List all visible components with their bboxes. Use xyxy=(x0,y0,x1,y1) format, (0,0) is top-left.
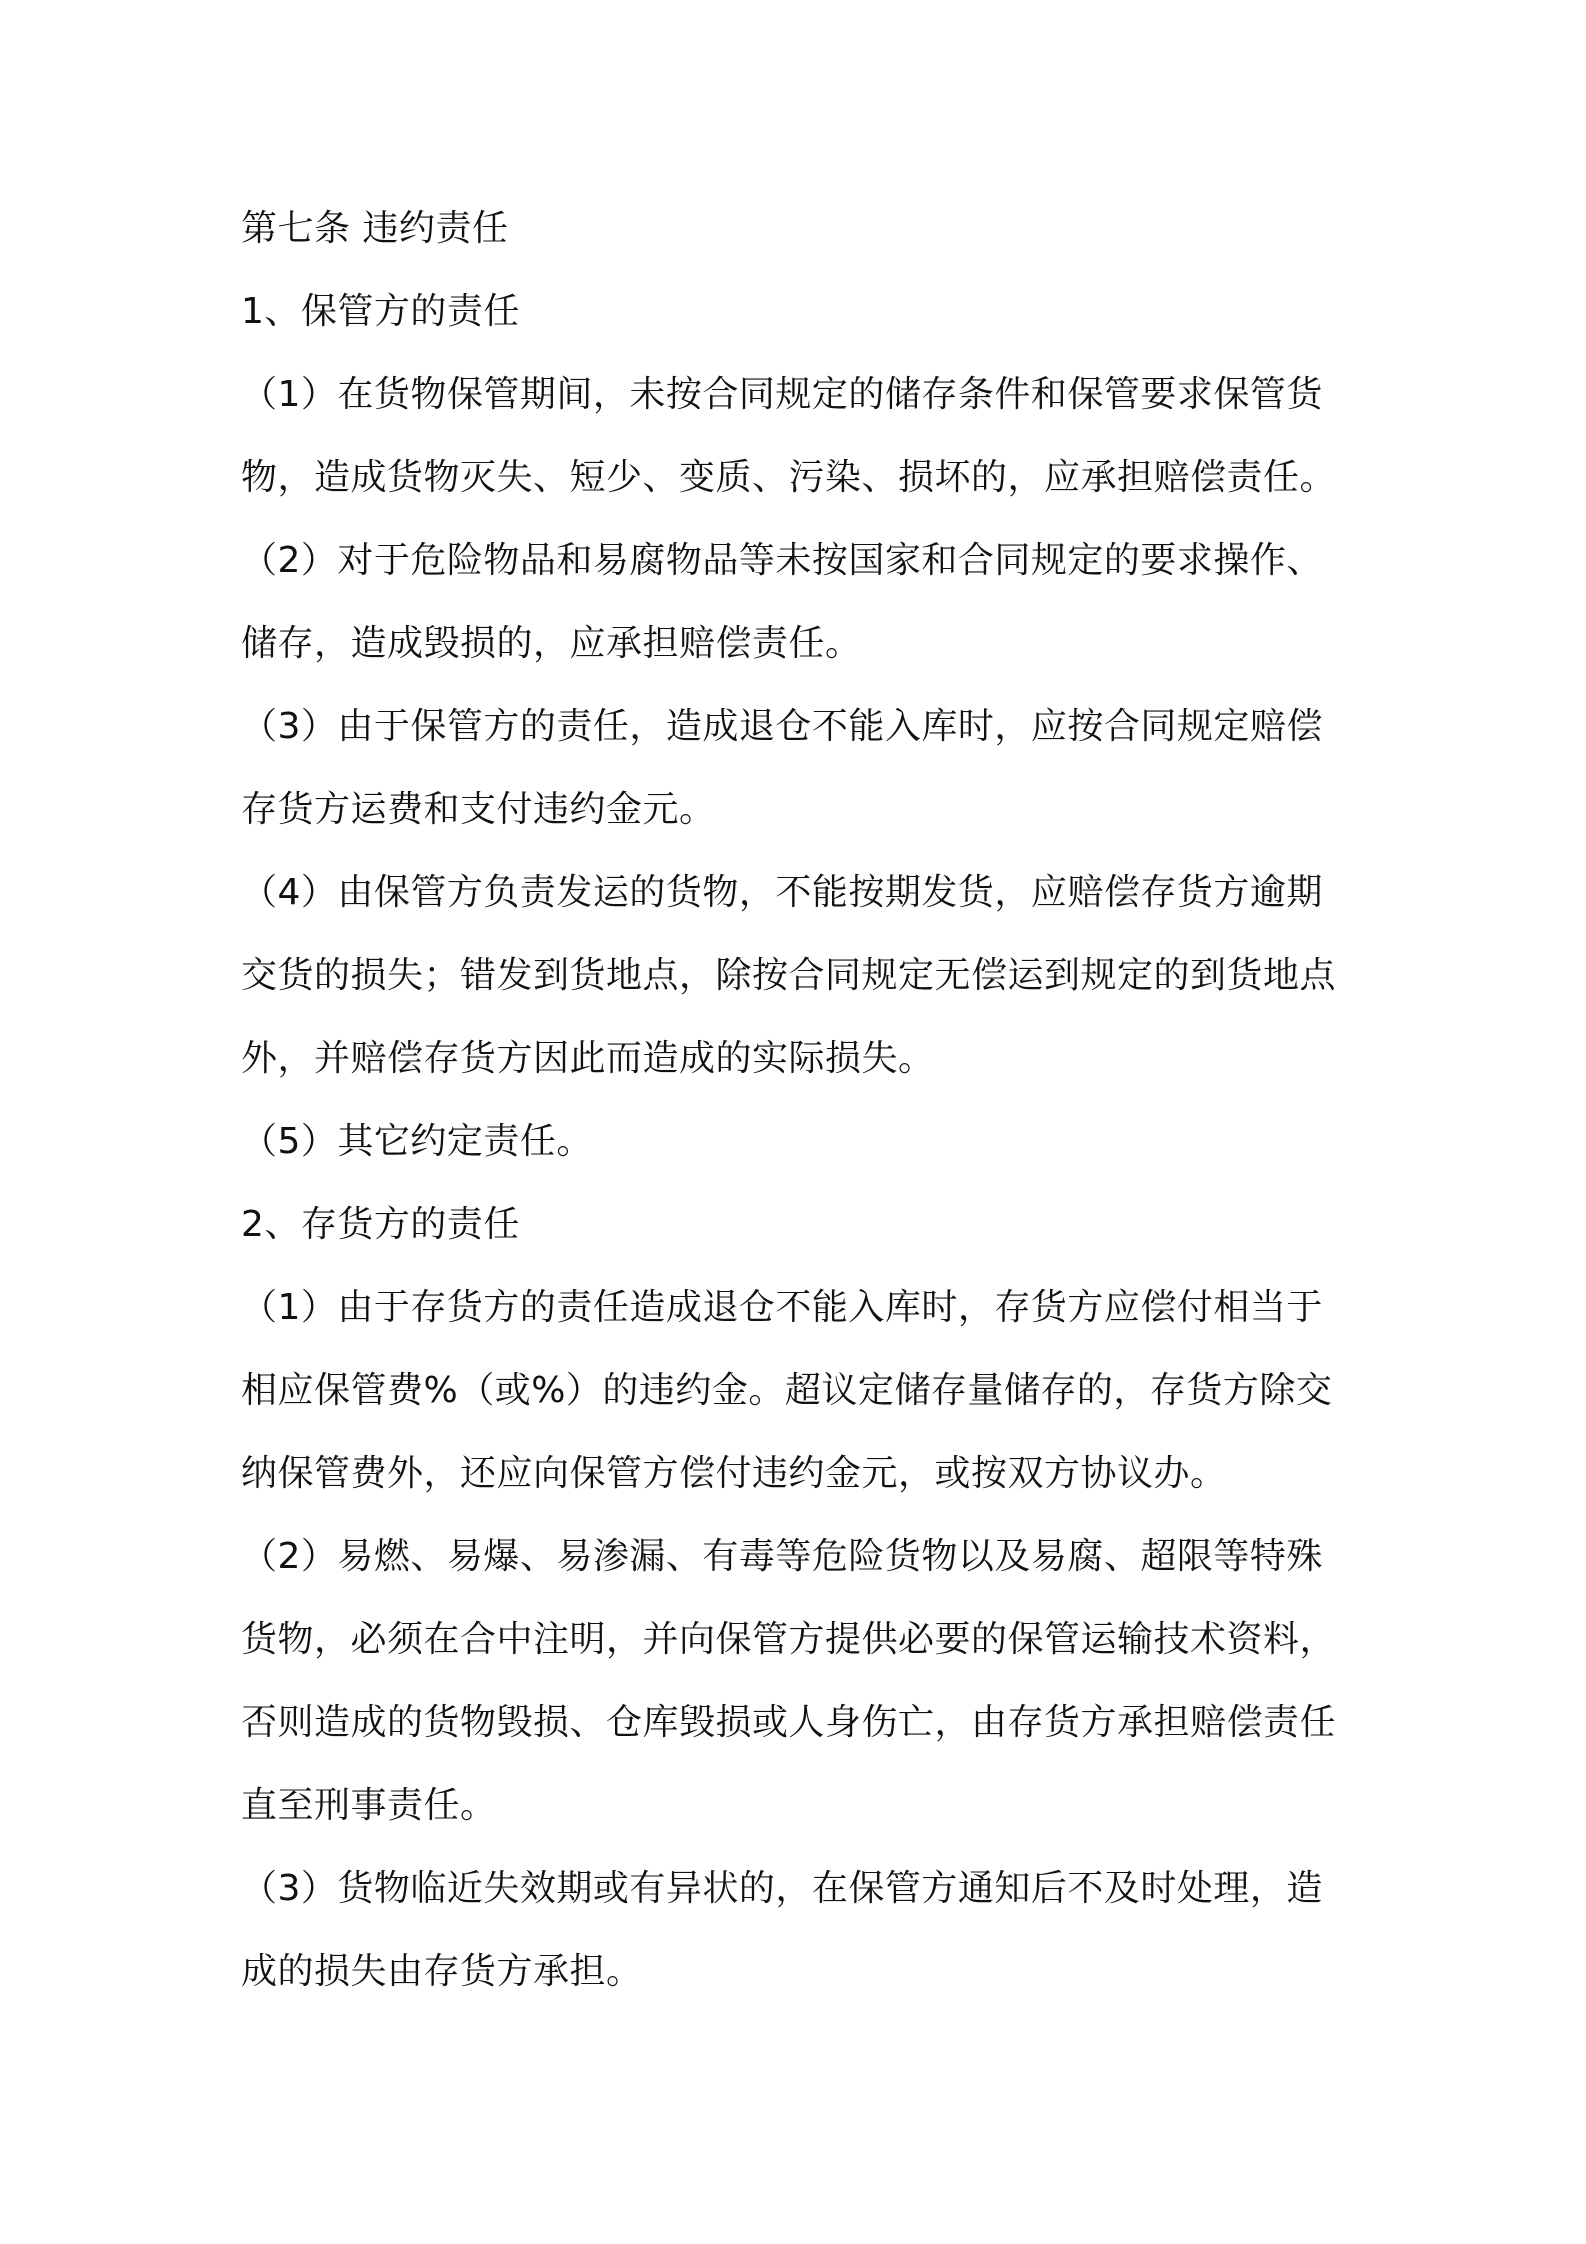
section-heading-depositor: 2、存货方的责任 xyxy=(241,1204,520,1245)
article-title: 第七条 违约责任 xyxy=(241,208,509,249)
text-line: 直至刑事责任。 xyxy=(241,1785,497,1826)
section-heading-custodian: 1、保管方的责任 xyxy=(241,291,520,332)
text-line: （1）由于存货方的责任造成退仓不能入库时，存货方应偿付相当于 xyxy=(241,1287,1323,1328)
text-line: （4）由保管方负责发运的货物，不能按期发货，应赔偿存货方逾期 xyxy=(241,872,1323,913)
text-line: （2）对于危险物品和易腐物品等未按国家和合同规定的要求操作、 xyxy=(241,540,1323,581)
text-line: 货物，必须在合中注明，并向保管方提供必要的保管运输技术资料， xyxy=(241,1619,1337,1660)
text-line: 相应保管费%（或%）的违约金。超议定储存量储存的，存货方除交 xyxy=(241,1370,1333,1411)
text-line: 交货的损失；错发到货地点，除按合同规定无偿运到规定的到货地点 xyxy=(241,955,1337,996)
text-line: 否则造成的货物毁损、仓库毁损或人身伤亡，由存货方承担赔偿责任 xyxy=(241,1702,1337,1743)
text-line: 存货方运费和支付违约金元。 xyxy=(241,789,716,830)
text-line: （3）由于保管方的责任，造成退仓不能入库时，应按合同规定赔偿 xyxy=(241,706,1323,747)
text-line: （3）货物临近失效期或有异状的，在保管方通知后不及时处理，造 xyxy=(241,1868,1323,1909)
text-line: 外，并赔偿存货方因此而造成的实际损失。 xyxy=(241,1038,935,1079)
text-line: （2）易燃、易爆、易渗漏、有毒等危险货物以及易腐、超限等特殊 xyxy=(241,1536,1323,1577)
text-line: （1）在货物保管期间，未按合同规定的储存条件和保管要求保管货 xyxy=(241,374,1323,415)
text-line: （5）其它约定责任。 xyxy=(241,1121,593,1162)
text-line: 纳保管费外，还应向保管方偿付违约金元，或按双方协议办。 xyxy=(241,1453,1227,1494)
text-line: 储存，造成毁损的，应承担赔偿责任。 xyxy=(241,623,862,664)
text-line: 成的损失由存货方承担。 xyxy=(241,1951,643,1992)
text-line: 物，造成货物灭失、短少、变质、污染、损坏的，应承担赔偿责任。 xyxy=(241,457,1337,498)
